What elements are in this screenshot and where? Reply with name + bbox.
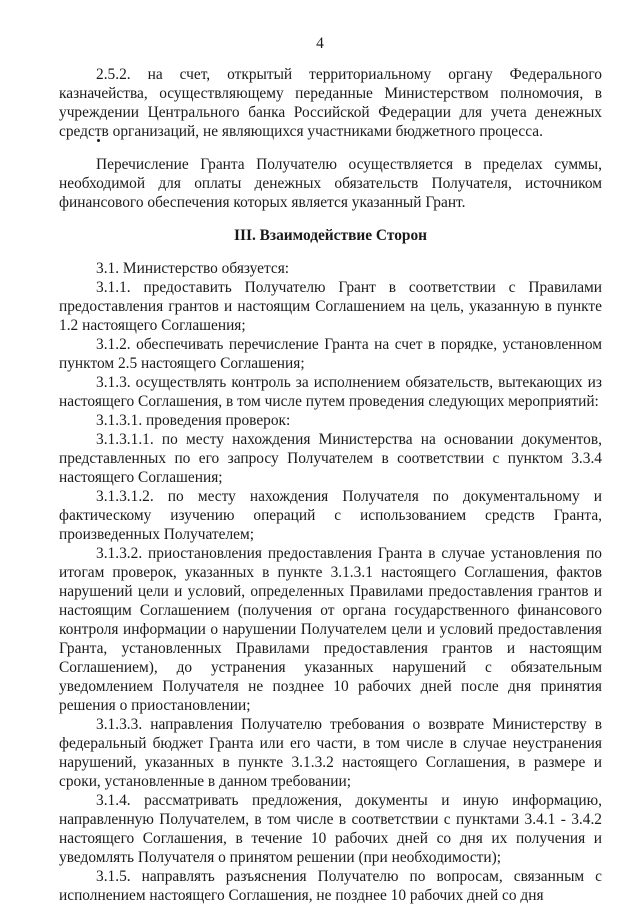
grant-transfer-paragraph: Перечисление Гранта Получателю осуществляется в пределах суммы, необходимой для оплаты денежных обязательств Получателя, источником финансового обеспечения которых является указанный Грант. — [59, 156, 602, 211]
clause-3-1-1: 3.1.1. предоставить Получателю Грант в соответствии с Правилами предоставления грантов и настоящим Соглашением на цель, указанную в пункте 1.2 настоящего Соглашения; — [59, 279, 602, 334]
page-number: 4 — [316, 35, 324, 52]
clause-3-1: 3.1. Министерство обязуется: — [96, 260, 290, 277]
clause-3-1-3-1-1: 3.1.3.1.1. по месту нахождения Министерства на основании документов, представленных по его запросу Получателем в соответствии с пунктом 3.3.4 настоящего Соглашения; — [59, 431, 602, 486]
document-body — [59, 65, 602, 905]
clause-3-1-3-2: 3.1.3.2. приостановления предоставления Гранта в случае установления по итогам проверок, указанных в пункте 3.1.3.1 настоящего Соглашения, фактов нарушений цели и условий, определенных Правилами предоставления грантов и настоящим Соглашением (получения от органа государственного финансового контроля информации о нарушении Получателем цели и условий предоставления Гранта, установленных Правилами предоставления грантов и настоящим Соглашением), до устранения указанных нарушений с обязательным уведомлением Получателя не позднее 10 рабочих дней после дня принятия решения о приостановлении; — [59, 545, 602, 714]
clause-3-1-3-1-2: 3.1.3.1.2. по месту нахождения Получателя по документальному и фактическому изучению операций с использованием средств Гранта, произведенных Получателем; — [59, 488, 602, 543]
clause-3-1-2: 3.1.2. обеспечивать перечисление Гранта на счет в порядке, установленном пунктом 2.5 настоящего Соглашения; — [59, 336, 602, 372]
section-heading: III. Взаимодействие Сторон — [233, 227, 428, 244]
clause-2-5-2: 2.5.2. на счет, открытый территориальному органу Федерального казначейства, осуществляющему переданные Министерством полномочия, в учреждении Центрального банка Российской Федерации для учета денежных средств организаций, не являющихся участниками бюджетного процесса. — [59, 66, 602, 140]
clause-3-1-4: 3.1.4. рассматривать предложения, документы и иную информацию, направленную Получателем, в том числе в соответствии с пунктами 3.4.1 - 3.4.2 настоящего Соглашения, в течение 10 рабочих дней со дня их получения и уведомлять Получателя о принятом решении (при необходимости); — [59, 792, 602, 866]
clause-3-1-3: 3.1.3. осуществлять контроль за исполнением обязательств, вытекающих из настоящего Соглашения, в том числе путем проведения следующих мероприятий: — [59, 374, 602, 410]
clause-3-1-3-3: 3.1.3.3. направления Получателю требования о возврате Министерству в федеральный бюджет Гранта или его части, в том числе в случае неустранения нарушений, указанных в пункте 3.1.3.2 настоящего Соглашения, в размере и сроки, установленные в данном требовании; — [59, 716, 602, 790]
clause-3-1-5: 3.1.5. направлять разъяснения Получателю по вопросам, связанным с исполнением настоящего Соглашения, не позднее 10 рабочих дней со дня — [59, 868, 602, 904]
clause-3-1-3-1: 3.1.3.1. проведения проверок: — [96, 412, 291, 429]
